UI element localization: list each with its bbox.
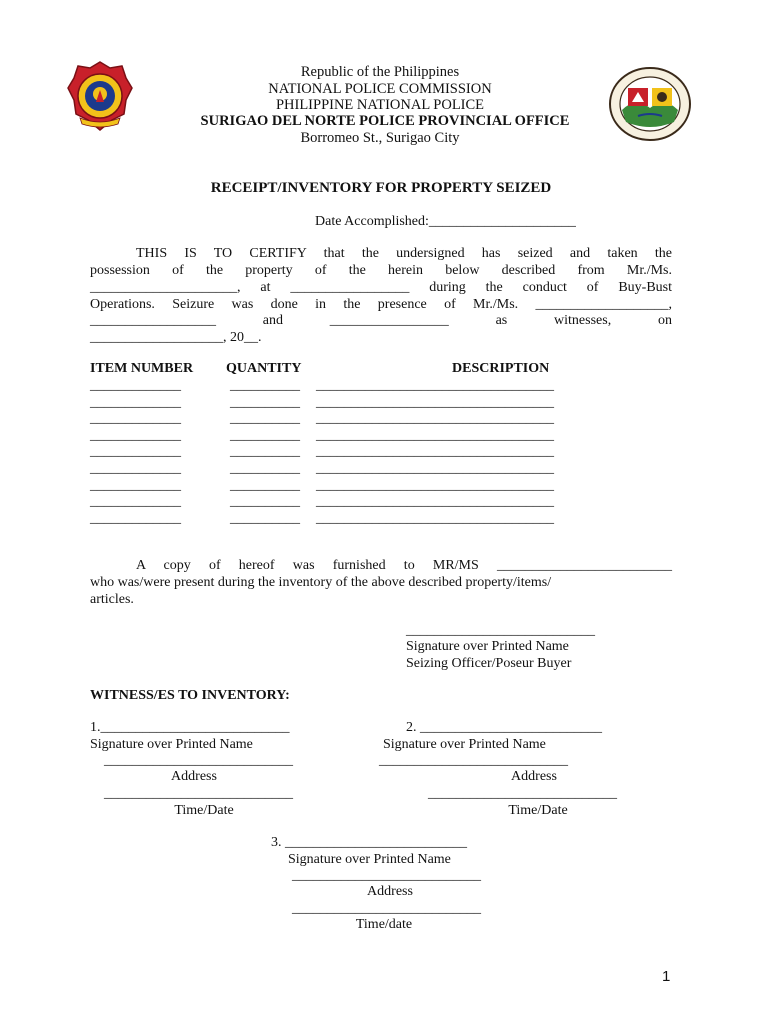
row-item-blank: _____________: [90, 378, 181, 393]
copy-line-1: A copy of hereof was furnished to MR/MS _________________________: [136, 558, 672, 573]
row-description-blank: __________________________________: [316, 461, 554, 476]
witness-1-time-line: ___________________________: [104, 786, 293, 801]
page-title: RECEIPT/INVENTORY FOR PROPERTY SEIZED: [210, 180, 552, 196]
row-description-blank: __________________________________: [316, 394, 554, 410]
row-item-blank: _____________: [90, 494, 181, 510]
witness-1-address-label: Address: [171, 769, 217, 784]
row-quantity-blank: __________: [230, 411, 300, 427]
witness-2-address-label: Address: [511, 769, 557, 784]
witness-3-address-label: Address: [367, 884, 413, 899]
certify-line-5: __________________ and _________________ as witnesses, on: [90, 313, 672, 328]
certify-line-2: possession of the property of the herein below described from Mr./Ms.: [90, 263, 672, 278]
row-item-blank: _____________: [90, 394, 181, 410]
row-item-blank: _____________: [90, 444, 181, 460]
copy-line-3: articles.: [90, 592, 134, 607]
witness-3-address-line: ___________________________: [292, 868, 481, 883]
officer-role: Seizing Officer/Poseur Buyer: [406, 656, 572, 671]
witness-1-line: 1.___________________________: [90, 720, 290, 735]
row-item-blank: _____________: [90, 411, 181, 427]
row-description-blank: __________________________________: [316, 444, 554, 460]
certify-line-4: Operations. Seizure was done in the presence of Mr./Ms. ___________________,: [90, 297, 672, 312]
row-description-blank: __________________________________: [316, 494, 554, 510]
copy-line-2: who was/were present during the inventory of the above described property/items/: [90, 575, 552, 590]
row-description-blank: __________________________________: [316, 427, 554, 443]
witness-3-signature-label: Signature over Printed Name: [288, 852, 451, 867]
witness-3-time-line: ___________________________: [292, 901, 481, 916]
row-item-blank: _____________: [90, 477, 181, 493]
col-quantity: QUANTITY: [226, 361, 302, 376]
row-quantity-blank: __________: [230, 444, 300, 460]
row-description-blank: __________________________________: [316, 411, 554, 427]
row-quantity-blank: __________: [230, 461, 300, 476]
row-quantity-blank: __________: [230, 494, 300, 510]
page-number: 1: [662, 968, 671, 985]
witness-3-time-label: Time/date: [355, 917, 413, 932]
witness-2-signature-label: Signature over Printed Name: [383, 737, 546, 752]
row-item-blank: _____________: [90, 461, 181, 476]
row-item-blank: _____________: [90, 510, 181, 526]
row-quantity-blank: __________: [230, 477, 300, 493]
header-napolcom: NATIONAL POLICE COMMISSION: [268, 81, 492, 97]
officer-signature-line: ___________________________: [406, 623, 595, 638]
date-accomplished: Date Accomplished:_____________________: [315, 214, 576, 229]
header-republic: Republic of the Philippines: [300, 64, 460, 80]
col-item-number: ITEM NUMBER: [90, 361, 194, 376]
header-address: Borromeo St., Surigao City: [300, 130, 460, 146]
certify-line-6: ___________________, 20__.: [90, 330, 262, 345]
witness-2-time-line: ___________________________: [428, 786, 617, 801]
provincial-office-logo: [608, 66, 692, 142]
row-quantity-blank: __________: [230, 378, 300, 393]
officer-signature-label: Signature over Printed Name: [406, 639, 569, 654]
col-description: DESCRIPTION: [452, 361, 550, 376]
row-description-blank: __________________________________: [316, 477, 554, 493]
row-item-blank: _____________: [90, 427, 181, 443]
pnp-logo: [66, 60, 134, 132]
row-quantity-blank: __________: [230, 510, 300, 526]
witness-2-line: 2. __________________________: [406, 720, 602, 735]
witness-1-signature-label: Signature over Printed Name: [90, 737, 253, 752]
header-office: SURIGAO DEL NORTE POLICE PROVINCIAL OFFICE: [200, 113, 570, 129]
row-quantity-blank: __________: [230, 394, 300, 410]
witness-heading: WITNESS/ES TO INVENTORY:: [90, 688, 290, 703]
witness-1-address-line: ___________________________: [104, 753, 293, 768]
witness-2-time-label: Time/Date: [508, 803, 568, 818]
certify-line-3: _____________________, at _________________ during the conduct of Buy-Bust: [90, 280, 672, 295]
row-quantity-blank: __________: [230, 427, 300, 443]
witness-1-time-label: Time/Date: [174, 803, 234, 818]
header-pnp: PHILIPPINE NATIONAL POLICE: [275, 97, 485, 113]
witness-3-line: 3. __________________________: [271, 835, 467, 850]
row-description-blank: __________________________________: [316, 378, 554, 393]
certify-line-1: THIS IS TO CERTIFY that the undersigned has seized and taken the: [136, 246, 672, 261]
witness-2-address-line: ___________________________: [379, 753, 568, 768]
row-description-blank: __________________________________: [316, 510, 554, 526]
